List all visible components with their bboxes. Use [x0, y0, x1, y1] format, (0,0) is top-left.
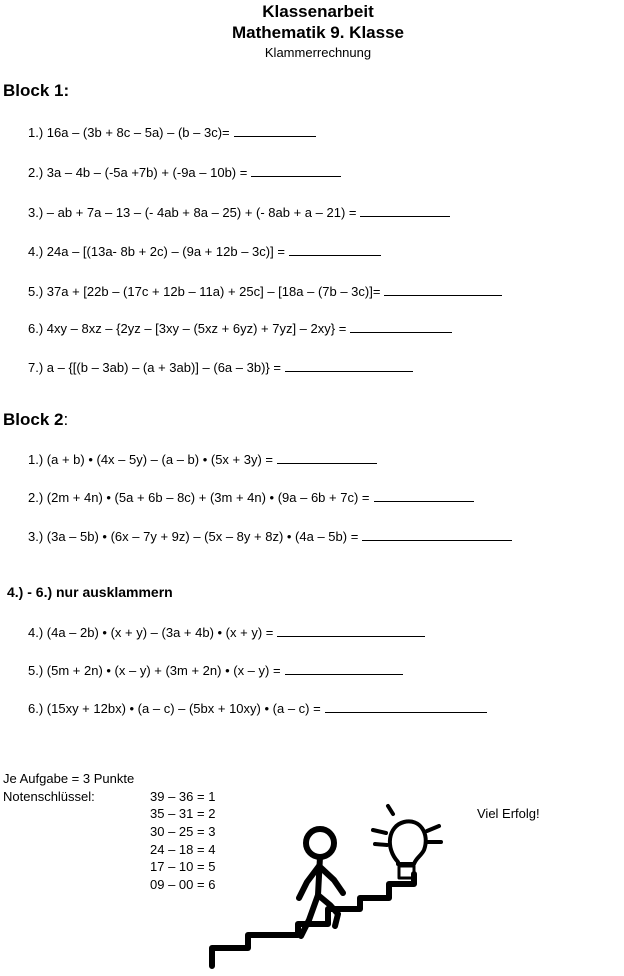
grade-row: 30 – 25 = 3: [150, 824, 216, 839]
grade-row: 35 – 31 = 2: [150, 806, 216, 821]
task-text: 2.) 3a – 4b – (-5a +7b) + (-9a – 10b) =: [28, 165, 248, 180]
task-text: 3.) (3a – 5b) • (6x – 7y + 9z) – (5x – 8y + 8z) • (4a – 5b) =: [28, 529, 359, 544]
grade-row: 09 – 00 = 6: [150, 877, 216, 892]
grade-key-label: Notenschlüssel:: [3, 789, 95, 804]
staircase: [212, 874, 414, 966]
task-text: 3.) – ab + 7a – 13 – (- 4ab + 8a – 25) + (- 8ab + a – 21) =: [28, 205, 357, 220]
block-1-heading: Block 1:: [3, 81, 70, 100]
task-text: 5.) (5m + 2n) • (x – y) + (3m + 2n) • (x – y) =: [28, 663, 281, 678]
grade-row: 39 – 36 = 1: [150, 789, 216, 804]
instruction-note: 4.) - 6.) nur ausklammern: [7, 584, 173, 600]
stick-figure-head: [306, 829, 334, 857]
task-text: 1.) 16a – (3b + 8c – 5a) – (b – 3c)=: [28, 125, 230, 140]
task-text: 6.) (15xy + 12bx) • (a – c) – (5bx + 10xy) • (a – c) =: [28, 701, 321, 716]
task-text: 1.) (a + b) • (4x – 5y) – (a – b) • (5x + 3y) =: [28, 452, 274, 467]
task-text: 4.) (4a – 2b) • (x + y) – (3a + 4b) • (x + y) =: [28, 625, 274, 640]
block-2-heading-text: Block 2: [3, 410, 64, 429]
good-luck-text: Viel Erfolg!: [477, 806, 540, 821]
points-info: Je Aufgabe = 3 Punkte: [3, 771, 135, 786]
page-subtitle: Mathematik 9. Klasse: [232, 23, 404, 42]
grade-row: 24 – 18 = 4: [150, 842, 216, 857]
task-text: 2.) (2m + 4n) • (5a + 6b – 8c) + (3m + 4n) • (9a – 6b + 7c) =: [28, 490, 370, 505]
task-text: 4.) 24a – [(13a- 8b + 2c) – (9a + 12b – 3c)] =: [28, 244, 285, 259]
page-topic: Klammerrechnung: [264, 45, 372, 60]
light-bulb-icon: [373, 806, 441, 878]
block-2-heading-colon: :: [63, 410, 69, 429]
task-text: 6.) 4xy – 8xz – {2yz – [3xy – (5xz + 6yz) + 7yz] – 2xy} =: [28, 321, 347, 336]
grade-row: 17 – 10 = 5: [150, 859, 216, 874]
task-text: 7.) a – {[(b – 3ab) – (a + 3ab)] – (6a – 3b)} =: [28, 360, 281, 375]
page-title: Klassenarbeit: [262, 2, 374, 21]
task-text: 5.) 37a + [22b – (17c + 12b – 11a) + 25c] – [18a – (7b – 3c)]=: [28, 284, 381, 299]
